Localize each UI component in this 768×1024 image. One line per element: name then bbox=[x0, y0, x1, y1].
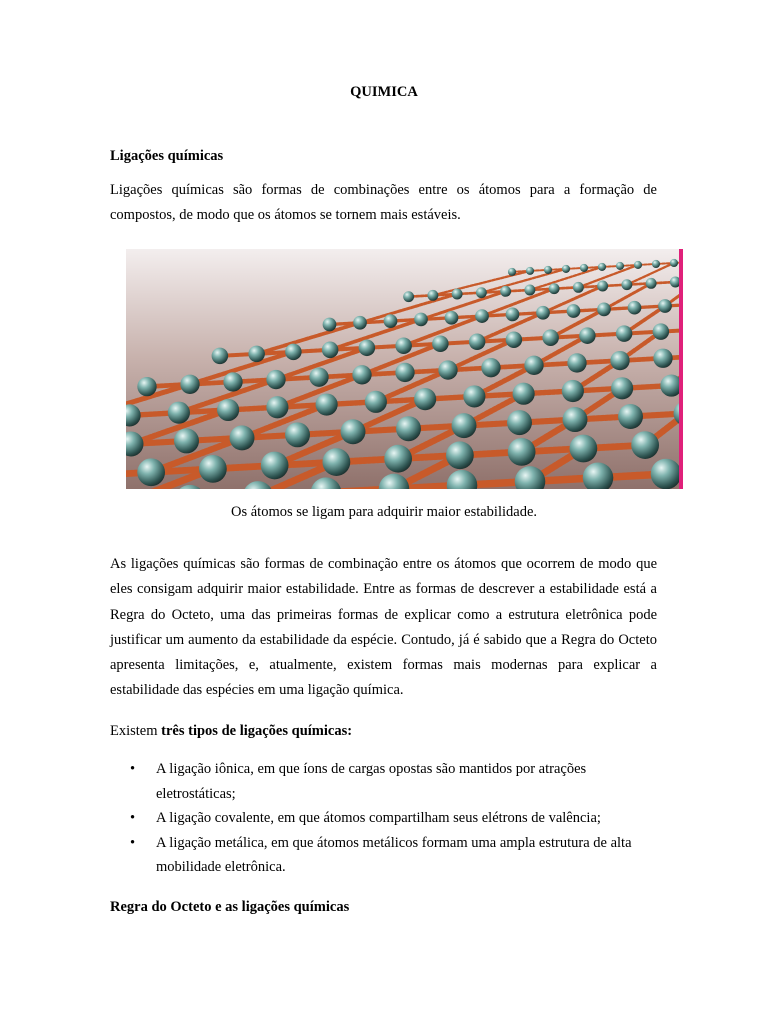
atom bbox=[316, 393, 338, 415]
atom bbox=[653, 323, 670, 340]
atom bbox=[542, 329, 559, 346]
atom bbox=[452, 413, 477, 438]
atom bbox=[651, 459, 682, 489]
atom bbox=[563, 407, 588, 432]
atom bbox=[569, 435, 597, 463]
atom bbox=[598, 263, 606, 271]
atom bbox=[658, 299, 672, 313]
atom bbox=[285, 422, 310, 447]
document-title: QUIMICA bbox=[350, 84, 418, 100]
list-item bbox=[110, 806, 657, 831]
atom bbox=[384, 445, 412, 473]
atom bbox=[646, 278, 657, 289]
atom bbox=[285, 344, 302, 361]
atom bbox=[506, 331, 523, 348]
atom bbox=[261, 452, 289, 480]
atom bbox=[611, 377, 633, 399]
atom bbox=[353, 316, 367, 330]
list-item-text: A ligação iônica, em que íons de cargas opostas são mantidos por atrações eletrostáticas; bbox=[156, 761, 587, 802]
atom bbox=[628, 301, 642, 315]
atom bbox=[580, 264, 588, 272]
atom bbox=[562, 265, 570, 273]
atom bbox=[507, 410, 532, 435]
atom bbox=[446, 441, 474, 469]
list-item-text: A ligação covalente, em que átomos compartilham seus elétrons de valência; bbox=[156, 810, 601, 826]
atom bbox=[414, 313, 428, 327]
atom bbox=[670, 259, 678, 267]
atom bbox=[476, 287, 487, 298]
atom bbox=[610, 351, 629, 370]
atom bbox=[248, 346, 265, 363]
atom bbox=[223, 372, 242, 391]
atom bbox=[445, 311, 459, 325]
atom bbox=[396, 416, 421, 441]
atom bbox=[322, 342, 339, 359]
atom bbox=[212, 348, 229, 365]
body-paragraph: As ligações químicas são formas de combinação entre os átomos que ocorrem de modo que eles consigam adquirir maior estabilidade. Entre as formas de descrever a estabilidade está a Regra do Octeto, uma das primeiras formas de explicar como a estrutura eletrônica pode justificar um aumento da estabilidade da espécie. Contudo, já é sabido que a Regra do Octeto apresenta limitações, e, atualmente, existem formas mais modernas para explicar a estabilidade das espécies em uma ligação química. bbox=[110, 556, 657, 699]
atom bbox=[652, 260, 660, 268]
atom bbox=[500, 286, 511, 297]
atom bbox=[438, 360, 457, 379]
atom bbox=[137, 458, 165, 486]
types-intro bbox=[110, 723, 352, 740]
atom bbox=[266, 370, 285, 389]
atom bbox=[174, 428, 199, 453]
atom bbox=[341, 419, 366, 444]
atom bbox=[536, 306, 550, 320]
atom bbox=[562, 380, 584, 402]
atom bbox=[217, 399, 239, 421]
atom bbox=[567, 353, 586, 372]
atom bbox=[323, 318, 337, 332]
list-item-text: A ligação metálica, em que átomos metálicos formam uma ampla estrutura de alta mobilidade eletrônica. bbox=[156, 834, 632, 875]
atom bbox=[524, 285, 535, 296]
atom bbox=[544, 266, 552, 274]
atom bbox=[352, 365, 371, 384]
atom bbox=[616, 262, 624, 270]
atom bbox=[463, 385, 485, 407]
atom bbox=[579, 327, 596, 344]
atom bbox=[395, 363, 414, 382]
atom bbox=[524, 356, 543, 375]
atom bbox=[414, 388, 436, 410]
atom bbox=[452, 289, 463, 300]
molecular-lattice-image bbox=[126, 249, 683, 489]
atom bbox=[180, 375, 199, 394]
atom bbox=[469, 333, 486, 350]
atom bbox=[506, 308, 520, 322]
atom bbox=[618, 404, 643, 429]
atom bbox=[573, 282, 584, 293]
atom bbox=[384, 314, 398, 328]
types-intro-prefix: Existem bbox=[110, 723, 158, 739]
atom bbox=[631, 431, 659, 459]
atom bbox=[653, 349, 672, 368]
atom bbox=[403, 291, 414, 302]
image-edge bbox=[679, 249, 683, 489]
atom bbox=[309, 367, 328, 386]
lattice-illustration bbox=[126, 249, 683, 489]
atom bbox=[359, 340, 376, 357]
atom bbox=[597, 281, 608, 292]
atom bbox=[395, 338, 412, 355]
list-item bbox=[110, 757, 657, 806]
figure-caption: Os átomos se ligam para adquirir maior estabilidade. bbox=[230, 504, 538, 520]
types-intro-bold: três tipos de ligações químicas: bbox=[161, 723, 353, 739]
atom bbox=[513, 383, 535, 405]
section-heading-ligacoes: Ligações químicas bbox=[110, 148, 224, 164]
atom bbox=[322, 448, 350, 476]
atom bbox=[168, 402, 190, 424]
atom bbox=[526, 267, 534, 275]
atom bbox=[199, 455, 227, 483]
atom bbox=[508, 268, 516, 276]
atom bbox=[432, 335, 449, 352]
list-item bbox=[110, 831, 657, 880]
atom bbox=[621, 279, 632, 290]
atom bbox=[634, 261, 642, 269]
atom bbox=[481, 358, 500, 377]
atom bbox=[616, 325, 633, 342]
atom bbox=[427, 290, 438, 301]
atom bbox=[230, 425, 255, 450]
atom bbox=[266, 396, 288, 418]
atom bbox=[137, 377, 156, 396]
atom bbox=[508, 438, 536, 466]
intro-paragraph: Ligações químicas são formas de combinações entre os átomos para a formação de compostos, de modo que os átomos se tornem mais estáveis. bbox=[110, 182, 657, 223]
atom bbox=[597, 303, 611, 317]
atom bbox=[365, 391, 387, 413]
atom bbox=[567, 304, 581, 318]
bullet-icon: • bbox=[130, 761, 136, 777]
bond-types-list bbox=[110, 757, 657, 880]
bullet-icon: • bbox=[130, 810, 136, 826]
atom bbox=[475, 309, 489, 323]
bullet-icon: • bbox=[130, 834, 136, 851]
atom bbox=[549, 283, 560, 294]
section-heading-octeto: Regra do Octeto e as ligações químicas bbox=[110, 899, 350, 915]
